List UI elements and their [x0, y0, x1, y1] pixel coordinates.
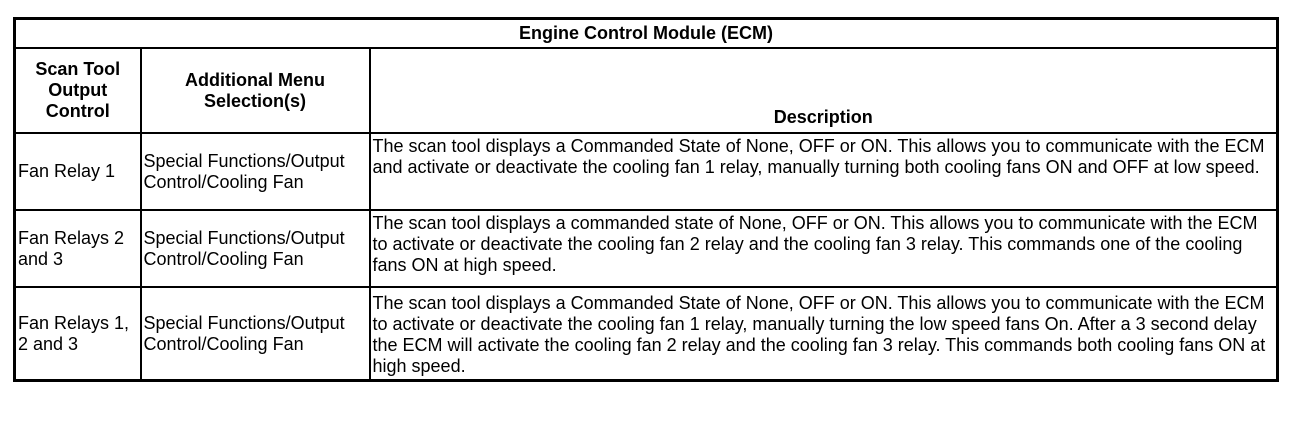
cell-output-control: Fan Relays 2 and 3 [15, 210, 141, 287]
cell-menu-selection: Special Functions/Output Control/Cooling Fan [141, 287, 370, 381]
table-row [15, 210, 1278, 287]
ecm-output-control-table [13, 17, 1279, 382]
table-row [15, 287, 1278, 381]
cell-description: The scan tool displays a Commanded State of None, OFF or ON. This allows you to communicate with the ECM to activate or deactivate the cooling fan 1 relay, manually turning the low speed fans On. After a 3 second delay the ECM will activate the cooling fan 2 relay and the cooling fan 3 relay. This commands both cooling fans ON at high speed. [370, 287, 1278, 381]
table-header-row [15, 48, 1278, 133]
cell-output-control: Fan Relays 1, 2 and 3 [15, 287, 141, 381]
cell-description: The scan tool displays a commanded state of None, OFF or ON. This allows you to communicate with the ECM to activate or deactivate the cooling fan 2 relay and the cooling fan 3 relay. This commands one of the cooling fans ON at high speed. [370, 210, 1278, 287]
table-title: Engine Control Module (ECM) [15, 19, 1278, 49]
cell-description: The scan tool displays a Commanded State of None, OFF or ON. This allows you to communicate with the ECM and activate or deactivate the cooling fan 1 relay, manually turning both cooling fans ON and OFF at low speed. [370, 133, 1278, 210]
cell-menu-selection: Special Functions/Output Control/Cooling Fan [141, 210, 370, 287]
header-output-control: Scan Tool Output Control [15, 48, 141, 133]
table-title-row [15, 19, 1278, 49]
cell-output-control: Fan Relay 1 [15, 133, 141, 210]
header-description: Description [370, 48, 1278, 133]
cell-menu-selection: Special Functions/Output Control/Cooling Fan [141, 133, 370, 210]
header-menu-selection: Additional Menu Selection(s) [141, 48, 370, 133]
table-row [15, 133, 1278, 210]
